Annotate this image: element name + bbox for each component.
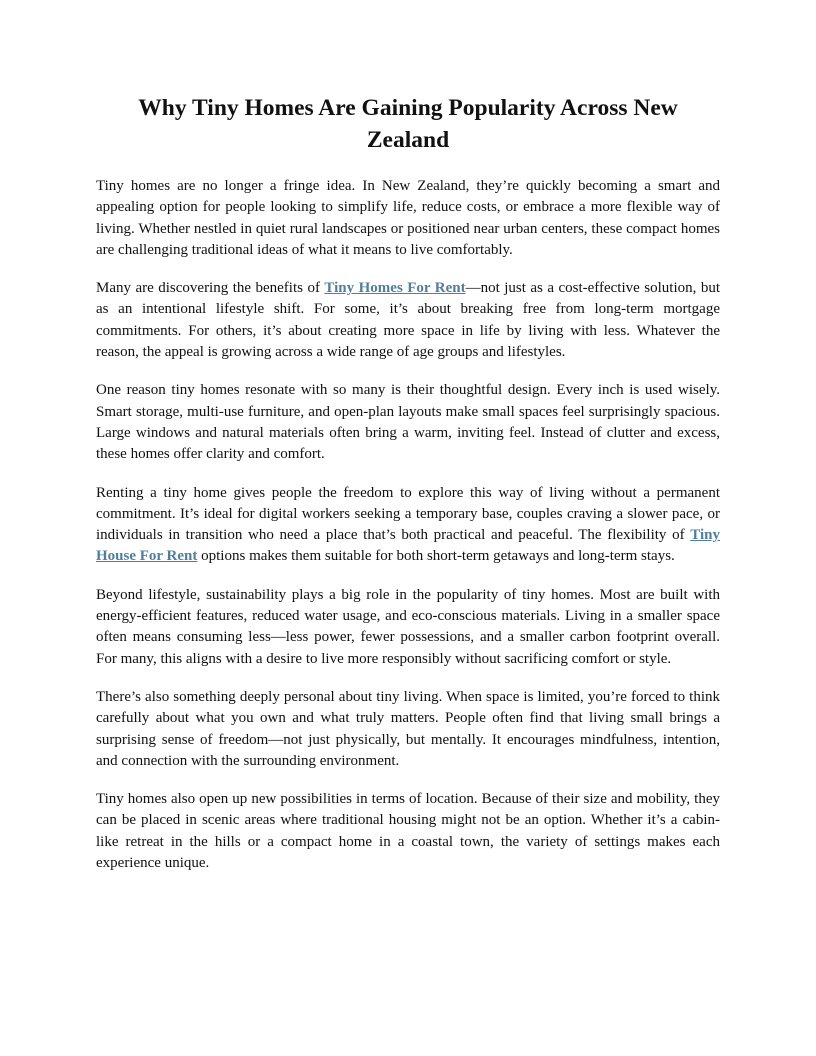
- paragraph-location: Tiny homes also open up new possibilities in terms of location. Because of their size and mobility, they can be placed in scenic areas where traditional housing might not be an option. Whether it’s a cabin-like retreat in the hills or a compact home in a coastal town, the variety of settings makes each experience unique.: [96, 791, 720, 872]
- paragraph-personal: There’s also something deeply personal about tiny living. When space is limited, you’re forced to think carefully about what you own and what truly matters. People often find that living small brings a surprising sense of freedom—not just physically, but mentally. It encourages mindfulness, intention, and connection with the surrounding environment.: [96, 688, 720, 769]
- paragraph-text: —not just as a cost-effective solution, but as an intentional lifestyle shift. For some, it’s about breaking free from long-term mortgage commitments. For others, it’s about creating more space in life by living with less. Whatever the reason, the appeal is growing across a wide range of age groups and lifestyles.: [96, 280, 720, 361]
- tiny-house-for-rent-link[interactable]: Tiny House For Rent: [96, 527, 720, 565]
- paragraph-intro: Tiny homes are no longer a fringe idea. In New Zealand, they’re quickly becoming a smart and appealing option for people looking to simplify life, reduce costs, or embrace a more flexible way of living. Whether nestled in quiet rural landscapes or positioned near urban centers, these compact homes are challenging traditional ideas of what it means to live comfortably.: [96, 178, 720, 258]
- tiny-homes-for-rent-link[interactable]: Tiny Homes For Rent: [324, 280, 466, 297]
- document-title: Why Tiny Homes Are Gaining Popularity Across New Zealand: [138, 95, 678, 153]
- paragraph-text: Many are discovering the benefits of: [96, 280, 325, 297]
- paragraph-sustainability: Beyond lifestyle, sustainability plays a big role in the popularity of tiny homes. Most are built with energy-efficient features, reduced water usage, and eco-conscious materials. Living in a smaller space often means consuming less—less power, fewer possessions, and a smaller carbon footprint overall. For many, this aligns with a desire to live more responsibly without sacrificing comfort or style.: [96, 586, 720, 667]
- document-page: [96, 92, 720, 891]
- paragraph-design: One reason tiny homes resonate with so many is their thoughtful design. Every inch is used wisely. Smart storage, multi-use furniture, and open-plan layouts make small spaces feel surprisingly spacious. Large windows and natural materials often bring a warm, inviting feel. Instead of clutter and excess, these homes offer clarity and comfort.: [96, 382, 720, 463]
- paragraph-text: options makes them suitable for both short-term getaways and long-term stays.: [197, 548, 675, 565]
- paragraph-renting: [96, 483, 720, 568]
- paragraph-text: Renting a tiny home gives people the freedom to explore this way of living without a permanent commitment. It’s ideal for digital workers seeking a temporary base, couples craving a slower pace, or individuals in transition who need a place that’s both practical and peaceful. The flexibility of: [96, 484, 720, 544]
- paragraph-rent-benefits: [96, 278, 720, 363]
